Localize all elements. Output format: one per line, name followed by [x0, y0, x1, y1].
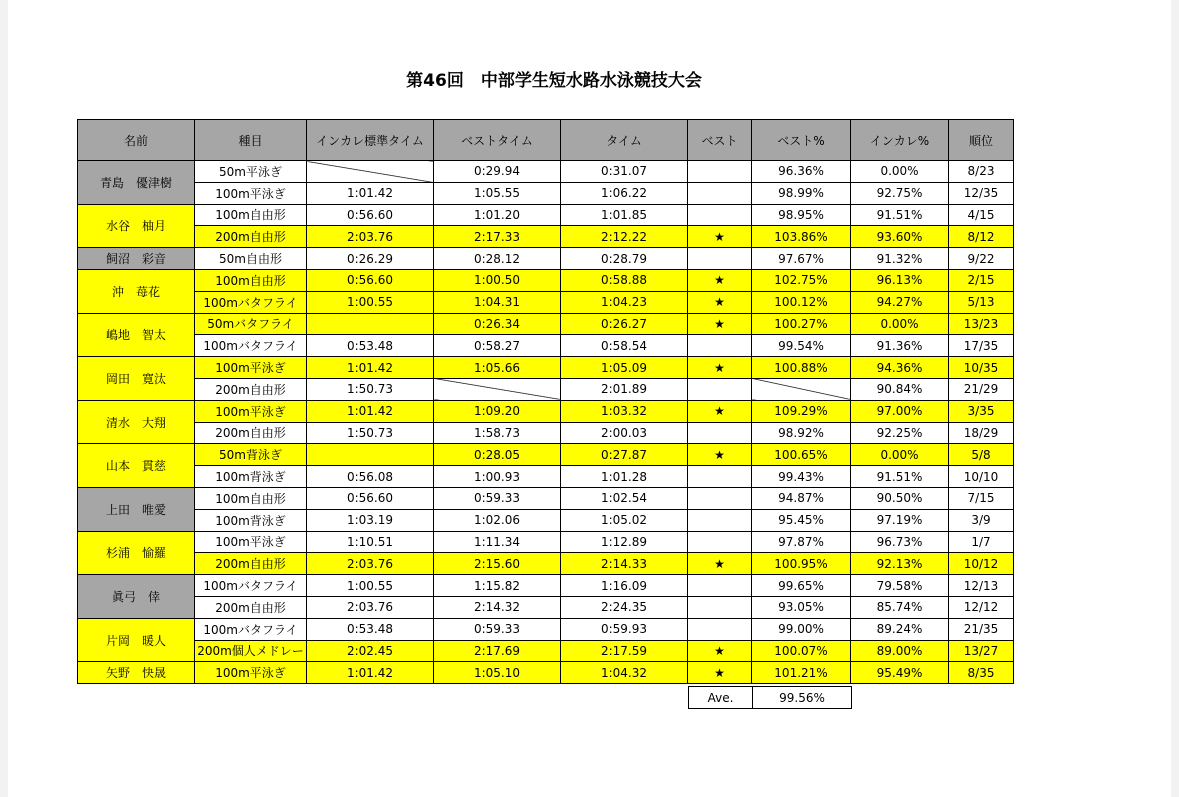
swimmer-name: 杉浦 愉羅 [78, 531, 195, 575]
best-mark-cell: ★ [688, 357, 752, 379]
best-time-cell: 1:04.31 [434, 291, 561, 313]
swimmer-name: 清水 大翔 [78, 400, 195, 444]
event-cell: 50m自由形 [195, 248, 307, 270]
rank-cell: 17/35 [949, 335, 1014, 357]
best-mark-cell [688, 248, 752, 270]
table-row [78, 378, 1014, 400]
table-row [78, 335, 1014, 357]
header-row [78, 120, 1014, 161]
best-mark-cell [688, 335, 752, 357]
rank-cell: 12/13 [949, 575, 1014, 597]
time-cell: 1:05.02 [561, 509, 688, 531]
event-cell: 100m平泳ぎ [195, 662, 307, 684]
best-percent-cell: 98.95% [752, 204, 851, 226]
best-mark-cell: ★ [688, 444, 752, 466]
event-cell: 50m平泳ぎ [195, 161, 307, 183]
event-cell: 50mバタフライ [195, 313, 307, 335]
best-percent-cell: 100.27% [752, 313, 851, 335]
best-time-cell: 0:59.33 [434, 487, 561, 509]
best-time-cell: 1:11.34 [434, 531, 561, 553]
header-standard-time: インカレ標準タイム [307, 120, 434, 161]
time-cell: 1:04.23 [561, 291, 688, 313]
time-cell: 1:01.28 [561, 466, 688, 488]
event-cell: 100m平泳ぎ [195, 400, 307, 422]
best-percent-cell: 100.65% [752, 444, 851, 466]
incol-percent-cell: 93.60% [851, 226, 949, 248]
best-mark-cell [688, 487, 752, 509]
best-mark-cell: ★ [688, 313, 752, 335]
time-cell: 2:01.89 [561, 378, 688, 400]
average-value: 99.56% [753, 687, 852, 709]
incol-percent-cell: 90.50% [851, 487, 949, 509]
standard-time-cell [307, 313, 434, 335]
table-row [78, 531, 1014, 553]
table-row [78, 596, 1014, 618]
time-cell: 0:27.87 [561, 444, 688, 466]
rank-cell: 8/12 [949, 226, 1014, 248]
header-time: タイム [561, 120, 688, 161]
best-time-cell: 2:14.32 [434, 596, 561, 618]
time-cell: 1:01.85 [561, 204, 688, 226]
time-cell: 0:58.54 [561, 335, 688, 357]
best-percent-cell: 99.43% [752, 466, 851, 488]
best-time-cell: 1:01.20 [434, 204, 561, 226]
incol-percent-cell: 89.00% [851, 640, 949, 662]
best-mark-cell [688, 161, 752, 183]
rank-cell: 13/27 [949, 640, 1014, 662]
table-row [78, 161, 1014, 183]
best-time-cell: 2:17.33 [434, 226, 561, 248]
standard-time-cell: 1:10.51 [307, 531, 434, 553]
best-time-cell [434, 378, 561, 400]
header-incol-percent: インカレ% [851, 120, 949, 161]
time-cell: 1:06.22 [561, 182, 688, 204]
best-time-cell: 2:15.60 [434, 553, 561, 575]
best-percent-cell: 103.86% [752, 226, 851, 248]
time-cell: 0:26.27 [561, 313, 688, 335]
standard-time-cell: 1:01.42 [307, 182, 434, 204]
table-row [78, 269, 1014, 291]
incol-percent-cell: 92.25% [851, 422, 949, 444]
header-rank: 順位 [949, 120, 1014, 161]
table-row [78, 204, 1014, 226]
event-cell: 100mバタフライ [195, 618, 307, 640]
best-percent-cell: 100.95% [752, 553, 851, 575]
header-best-percent: ベスト% [752, 120, 851, 161]
best-percent-cell: 99.54% [752, 335, 851, 357]
best-time-cell: 0:29.94 [434, 161, 561, 183]
incol-percent-cell: 91.51% [851, 466, 949, 488]
event-cell: 100m自由形 [195, 487, 307, 509]
header-best-time: ベストタイム [434, 120, 561, 161]
table-row [78, 226, 1014, 248]
best-time-cell: 2:17.69 [434, 640, 561, 662]
table-row [78, 182, 1014, 204]
standard-time-cell: 0:56.60 [307, 487, 434, 509]
standard-time-cell: 1:00.55 [307, 291, 434, 313]
standard-time-cell: 2:03.76 [307, 596, 434, 618]
best-percent-cell: 97.87% [752, 531, 851, 553]
standard-time-cell: 2:02.45 [307, 640, 434, 662]
swimmer-name: 水谷 柚月 [78, 204, 195, 248]
event-cell: 200m自由形 [195, 596, 307, 618]
standard-time-cell: 0:56.60 [307, 204, 434, 226]
average-row [689, 687, 852, 709]
swimmer-name: 片岡 暖人 [78, 618, 195, 662]
table-row [78, 422, 1014, 444]
time-cell: 1:16.09 [561, 575, 688, 597]
best-percent-cell: 96.36% [752, 161, 851, 183]
swimmer-name: 飼沼 彩音 [78, 248, 195, 270]
table-row [78, 575, 1014, 597]
header-best: ベスト [688, 120, 752, 161]
best-time-cell: 1:05.55 [434, 182, 561, 204]
best-mark-cell: ★ [688, 553, 752, 575]
best-mark-cell [688, 618, 752, 640]
rank-cell: 8/23 [949, 161, 1014, 183]
standard-time-cell: 0:53.48 [307, 618, 434, 640]
event-cell: 100m平泳ぎ [195, 357, 307, 379]
table-row [78, 248, 1014, 270]
rank-cell: 12/35 [949, 182, 1014, 204]
table-row [78, 640, 1014, 662]
standard-time-cell: 1:01.42 [307, 662, 434, 684]
best-mark-cell: ★ [688, 400, 752, 422]
swimmer-name: 矢野 快晟 [78, 662, 195, 684]
table-row [78, 400, 1014, 422]
best-percent-cell: 102.75% [752, 269, 851, 291]
standard-time-cell: 1:01.42 [307, 400, 434, 422]
standard-time-cell: 0:56.08 [307, 466, 434, 488]
incol-percent-cell: 85.74% [851, 596, 949, 618]
incol-percent-cell: 97.00% [851, 400, 949, 422]
rank-cell: 3/9 [949, 509, 1014, 531]
best-mark-cell [688, 509, 752, 531]
document-page [8, 0, 1171, 797]
rank-cell: 7/15 [949, 487, 1014, 509]
rank-cell: 18/29 [949, 422, 1014, 444]
best-percent-cell: 99.00% [752, 618, 851, 640]
time-cell: 1:03.32 [561, 400, 688, 422]
best-time-cell: 1:00.50 [434, 269, 561, 291]
incol-percent-cell: 0.00% [851, 444, 949, 466]
event-cell: 100m平泳ぎ [195, 182, 307, 204]
swimmer-name: 眞弓 倖 [78, 575, 195, 619]
standard-time-cell: 0:56.60 [307, 269, 434, 291]
time-cell: 0:28.79 [561, 248, 688, 270]
best-mark-cell [688, 182, 752, 204]
incol-percent-cell: 94.27% [851, 291, 949, 313]
incol-percent-cell: 89.24% [851, 618, 949, 640]
rank-cell: 4/15 [949, 204, 1014, 226]
standard-time-cell: 1:50.73 [307, 422, 434, 444]
table-row [78, 618, 1014, 640]
table-row [78, 466, 1014, 488]
table-row [78, 662, 1014, 684]
standard-time-cell: 1:03.19 [307, 509, 434, 531]
best-mark-cell [688, 204, 752, 226]
best-percent-cell: 109.29% [752, 400, 851, 422]
incol-percent-cell: 92.75% [851, 182, 949, 204]
best-percent-cell: 95.45% [752, 509, 851, 531]
best-mark-cell: ★ [688, 226, 752, 248]
event-cell: 200m個人メドレー [195, 640, 307, 662]
event-cell: 200m自由形 [195, 422, 307, 444]
time-cell: 2:14.33 [561, 553, 688, 575]
event-cell: 100m自由形 [195, 204, 307, 226]
rank-cell: 9/22 [949, 248, 1014, 270]
event-cell: 50m背泳ぎ [195, 444, 307, 466]
best-percent-cell [752, 378, 851, 400]
best-percent-cell: 100.88% [752, 357, 851, 379]
table-row [78, 553, 1014, 575]
best-mark-cell: ★ [688, 662, 752, 684]
incol-percent-cell: 90.84% [851, 378, 949, 400]
best-percent-cell: 98.99% [752, 182, 851, 204]
best-time-cell: 0:59.33 [434, 618, 561, 640]
time-cell: 2:17.59 [561, 640, 688, 662]
swimmer-name: 青島 優津樹 [78, 161, 195, 205]
rank-cell: 10/12 [949, 553, 1014, 575]
incol-percent-cell: 0.00% [851, 313, 949, 335]
table-row [78, 313, 1014, 335]
best-mark-cell [688, 378, 752, 400]
standard-time-cell: 2:03.76 [307, 226, 434, 248]
table-row [78, 357, 1014, 379]
event-cell: 100m背泳ぎ [195, 509, 307, 531]
incol-percent-cell: 97.19% [851, 509, 949, 531]
best-time-cell: 1:58.73 [434, 422, 561, 444]
incol-percent-cell: 92.13% [851, 553, 949, 575]
average-label: Ave. [689, 687, 753, 709]
best-percent-cell: 94.87% [752, 487, 851, 509]
standard-time-cell: 1:01.42 [307, 357, 434, 379]
best-time-cell: 1:05.66 [434, 357, 561, 379]
best-time-cell: 1:15.82 [434, 575, 561, 597]
best-percent-cell: 97.67% [752, 248, 851, 270]
rank-cell: 1/7 [949, 531, 1014, 553]
standard-time-cell: 2:03.76 [307, 553, 434, 575]
rank-cell: 10/35 [949, 357, 1014, 379]
time-cell: 1:04.32 [561, 662, 688, 684]
rank-cell: 10/10 [949, 466, 1014, 488]
results-table [77, 119, 1014, 684]
swimmer-name: 沖 苺花 [78, 269, 195, 313]
time-cell: 2:00.03 [561, 422, 688, 444]
header-event: 種目 [195, 120, 307, 161]
best-time-cell: 0:26.34 [434, 313, 561, 335]
best-percent-cell: 99.65% [752, 575, 851, 597]
best-time-cell: 0:28.05 [434, 444, 561, 466]
rank-cell: 21/35 [949, 618, 1014, 640]
header-name: 名前 [78, 120, 195, 161]
best-mark-cell: ★ [688, 291, 752, 313]
time-cell: 0:59.93 [561, 618, 688, 640]
rank-cell: 3/35 [949, 400, 1014, 422]
swimmer-name: 嶋地 智太 [78, 313, 195, 357]
table-row [78, 444, 1014, 466]
swimmer-name: 上田 唯愛 [78, 487, 195, 531]
incol-percent-cell: 94.36% [851, 357, 949, 379]
best-mark-cell [688, 596, 752, 618]
event-cell: 100m平泳ぎ [195, 531, 307, 553]
rank-cell: 8/35 [949, 662, 1014, 684]
table-row [78, 487, 1014, 509]
best-percent-cell: 101.21% [752, 662, 851, 684]
results-body [78, 161, 1014, 684]
best-mark-cell: ★ [688, 640, 752, 662]
table-row [78, 509, 1014, 531]
best-time-cell: 0:28.12 [434, 248, 561, 270]
rank-cell: 2/15 [949, 269, 1014, 291]
rank-cell: 5/13 [949, 291, 1014, 313]
best-mark-cell: ★ [688, 269, 752, 291]
best-mark-cell [688, 466, 752, 488]
incol-percent-cell: 96.13% [851, 269, 949, 291]
time-cell: 1:05.09 [561, 357, 688, 379]
incol-percent-cell: 96.73% [851, 531, 949, 553]
standard-time-cell [307, 444, 434, 466]
table-row [78, 291, 1014, 313]
event-cell: 100m背泳ぎ [195, 466, 307, 488]
best-mark-cell [688, 531, 752, 553]
rank-cell: 21/29 [949, 378, 1014, 400]
standard-time-cell: 0:53.48 [307, 335, 434, 357]
page-title: 第46回 中部学生短水路水泳競技大会 [406, 71, 702, 91]
time-cell: 0:31.07 [561, 161, 688, 183]
incol-percent-cell: 95.49% [851, 662, 949, 684]
rank-cell: 5/8 [949, 444, 1014, 466]
incol-percent-cell: 91.32% [851, 248, 949, 270]
standard-time-cell [307, 161, 434, 183]
best-percent-cell: 98.92% [752, 422, 851, 444]
time-cell: 1:12.89 [561, 531, 688, 553]
time-cell: 2:12.22 [561, 226, 688, 248]
best-time-cell: 1:02.06 [434, 509, 561, 531]
swimmer-name: 岡田 寛汰 [78, 357, 195, 401]
swimmer-name: 山本 貫慈 [78, 444, 195, 488]
time-cell: 1:02.54 [561, 487, 688, 509]
best-mark-cell [688, 575, 752, 597]
standard-time-cell: 0:26.29 [307, 248, 434, 270]
time-cell: 2:24.35 [561, 596, 688, 618]
rank-cell: 12/12 [949, 596, 1014, 618]
incol-percent-cell: 79.58% [851, 575, 949, 597]
incol-percent-cell: 0.00% [851, 161, 949, 183]
event-cell: 200m自由形 [195, 553, 307, 575]
best-percent-cell: 100.07% [752, 640, 851, 662]
rank-cell: 13/23 [949, 313, 1014, 335]
event-cell: 100mバタフライ [195, 575, 307, 597]
time-cell: 0:58.88 [561, 269, 688, 291]
event-cell: 200m自由形 [195, 378, 307, 400]
best-percent-cell: 93.05% [752, 596, 851, 618]
incol-percent-cell: 91.36% [851, 335, 949, 357]
best-percent-cell: 100.12% [752, 291, 851, 313]
best-time-cell: 1:00.93 [434, 466, 561, 488]
best-time-cell: 1:09.20 [434, 400, 561, 422]
best-time-cell: 1:05.10 [434, 662, 561, 684]
standard-time-cell: 1:00.55 [307, 575, 434, 597]
event-cell: 100mバタフライ [195, 335, 307, 357]
standard-time-cell: 1:50.73 [307, 378, 434, 400]
event-cell: 100mバタフライ [195, 291, 307, 313]
incol-percent-cell: 91.51% [851, 204, 949, 226]
average-table [688, 686, 852, 709]
best-time-cell: 0:58.27 [434, 335, 561, 357]
event-cell: 200m自由形 [195, 226, 307, 248]
event-cell: 100m自由形 [195, 269, 307, 291]
best-mark-cell [688, 422, 752, 444]
